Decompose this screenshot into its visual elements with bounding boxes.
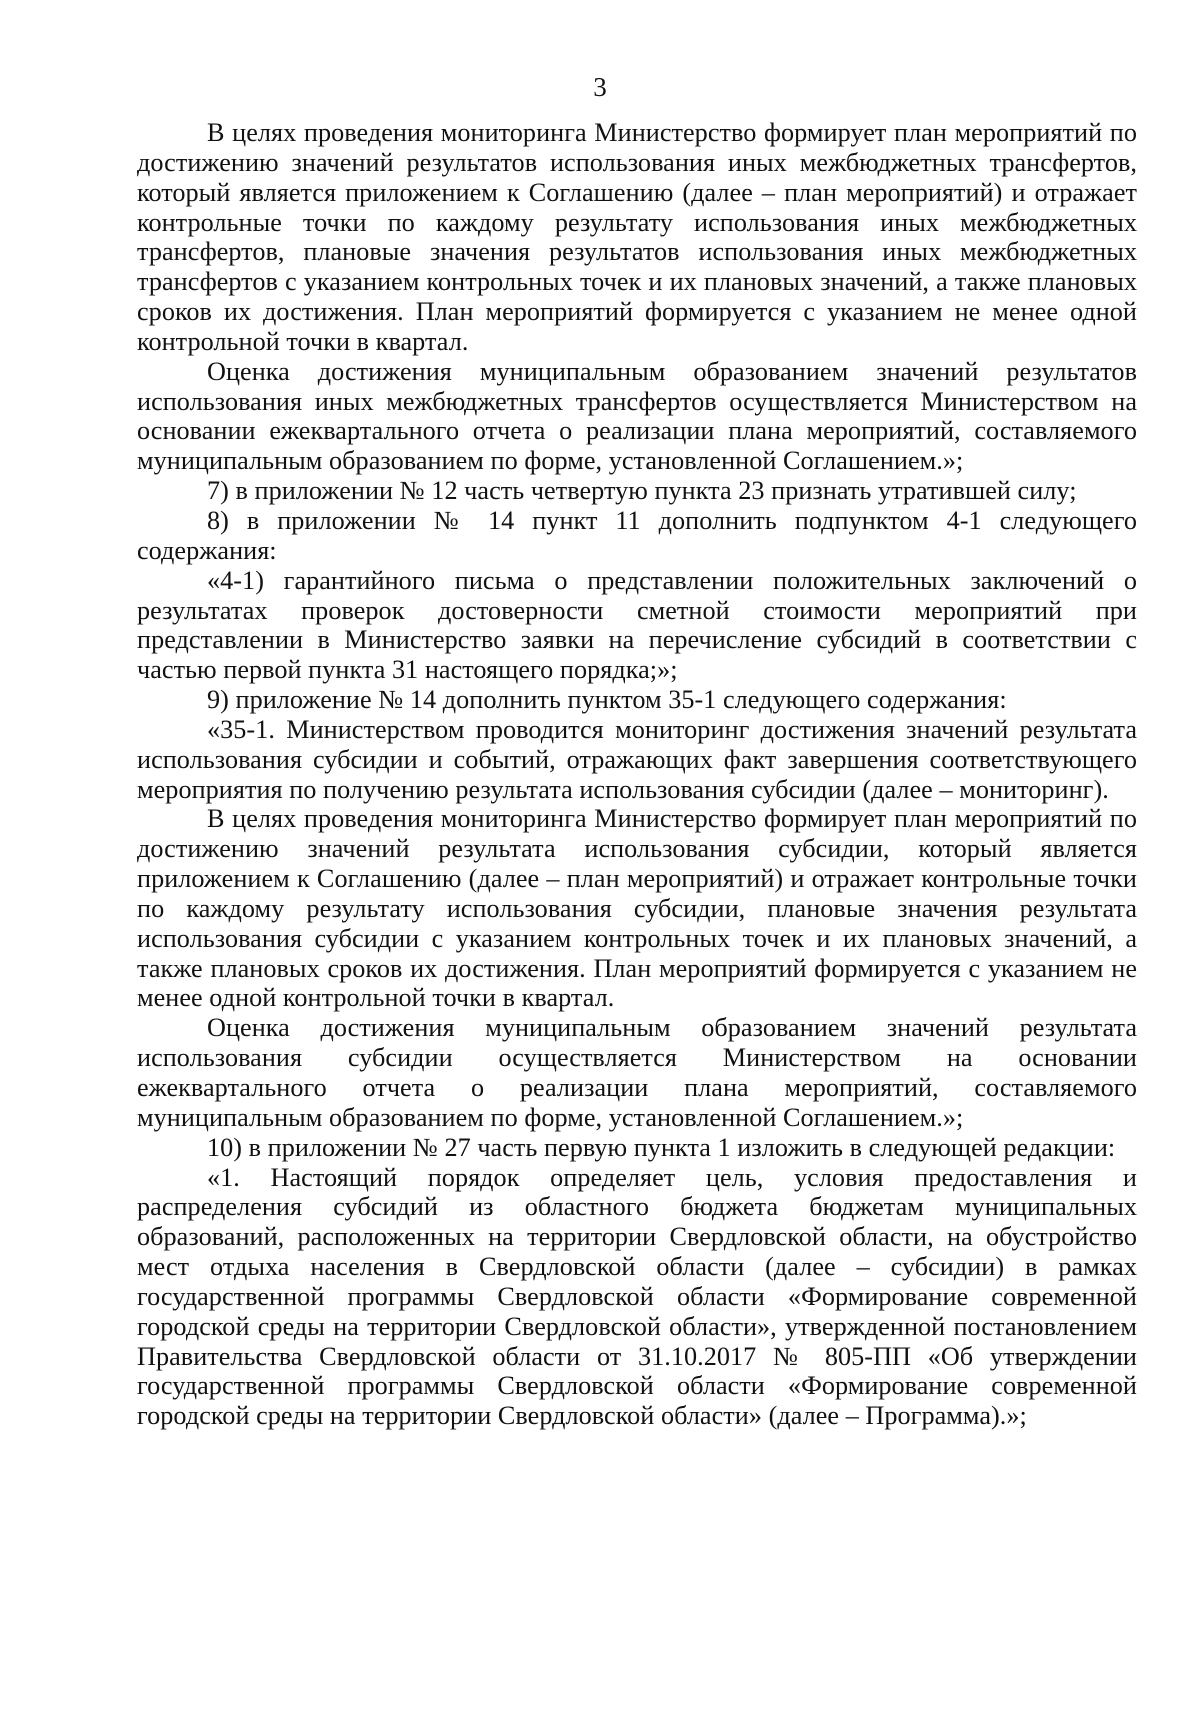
paragraph-point-1-new-wording: «1. Настоящий порядок определяет цель, условия предоставления и распределения субсидий из областного бюджета бюджетам муниципальных образований, расположенных на территории Свердловской области, на обустройство мест отдыха населения в Свердловской области (далее – субсидии) в рамках государственной программы Свердловской области «Формирование современной городской среды на территории Свердловской области», утвержденной постановлением Правительства Свердловской области от 31.10.2017 № 805-ПП «Об утверждении государственной программы Свердловской области «Формирование современной городской среды на территории Свердловской области» (далее – Программа).»; — [137, 1162, 1137, 1431]
paragraph-monitoring-plan-transfers: В целях проведения мониторинга Министерство формирует план мероприятий по достижению значений результатов использования иных межбюджетных трансфертов, который является приложением к Соглашению (далее – план мероприятий) и отражает контрольные точки по каждому результату использования иных межбюджетных трансфертов, плановые значения результатов использования иных межбюджетных трансфертов с указанием контрольных точек и их плановых значений, а также плановых сроков их достижения. План мероприятий формируется с указанием не менее одной контрольной точки в квартал. — [137, 118, 1137, 356]
paragraph-item-9: 9) приложение № 14 дополнить пунктом 35-1 следующего содержания: — [207, 685, 1007, 715]
paragraph-monitoring-plan-subsidy: В целях проведения мониторинга Министерство формирует план мероприятий по достижению значений результата использования субсидии, который является приложением к Соглашению (далее – план мероприятий) и отражает контрольные точки по каждому результату использования субсидии, плановые значения результата использования субсидии с указанием контрольных точек и их плановых значений, а также плановых сроков их достижения. План мероприятий формируется с указанием не менее одной контрольной точки в квартал. — [137, 804, 1137, 1013]
paragraph-point-35-1: «35-1. Министерством проводится мониторинг достижения значений результата использования субсидии и событий, отражающих факт завершения соответствующего мероприятия по получению результата использования субсидии (далее – мониторинг). — [137, 714, 1137, 804]
paragraph-assessment-subsidy: Оценка достижения муниципальным образованием значений результата использования субсидии осуществляется Министерством на основании ежеквартального отчета о реализации плана мероприятий, составляемого муниципальным образованием по форме, установленной Соглашением.»; — [137, 1013, 1137, 1132]
page-number: 3 — [593, 72, 607, 102]
paragraph-item-10: 10) в приложении № 27 часть первую пункта 1 изложить в следующей редакции: — [207, 1132, 1116, 1162]
paragraph-assessment-transfers: Оценка достижения муниципальным образованием значений результатов использования иных межбюджетных трансфертов осуществляется Министерством на основании ежеквартального отчета о реализации плана мероприятий, составляемого муниципальным образованием по форме, установленной Соглашением.»; — [137, 356, 1137, 476]
paragraph-item-8: 8) в приложении № 14 пункт 11 дополнить подпунктом 4-1 следующего содержания: — [137, 505, 1137, 565]
body-text — [137, 118, 1137, 1431]
paragraph-subitem-4-1: «4-1) гарантийного письма о представлении положительных заключений о результатах проверок достоверности сметной стоимости мероприятий при представлении в Министерство заявки на перечисление субсидий в соответствии с частью первой пункта 31 настоящего порядка;»; — [137, 565, 1137, 685]
paragraph-item-7: 7) в приложении № 12 часть четвертую пункта 23 признать утратившей силу; — [207, 476, 1077, 506]
